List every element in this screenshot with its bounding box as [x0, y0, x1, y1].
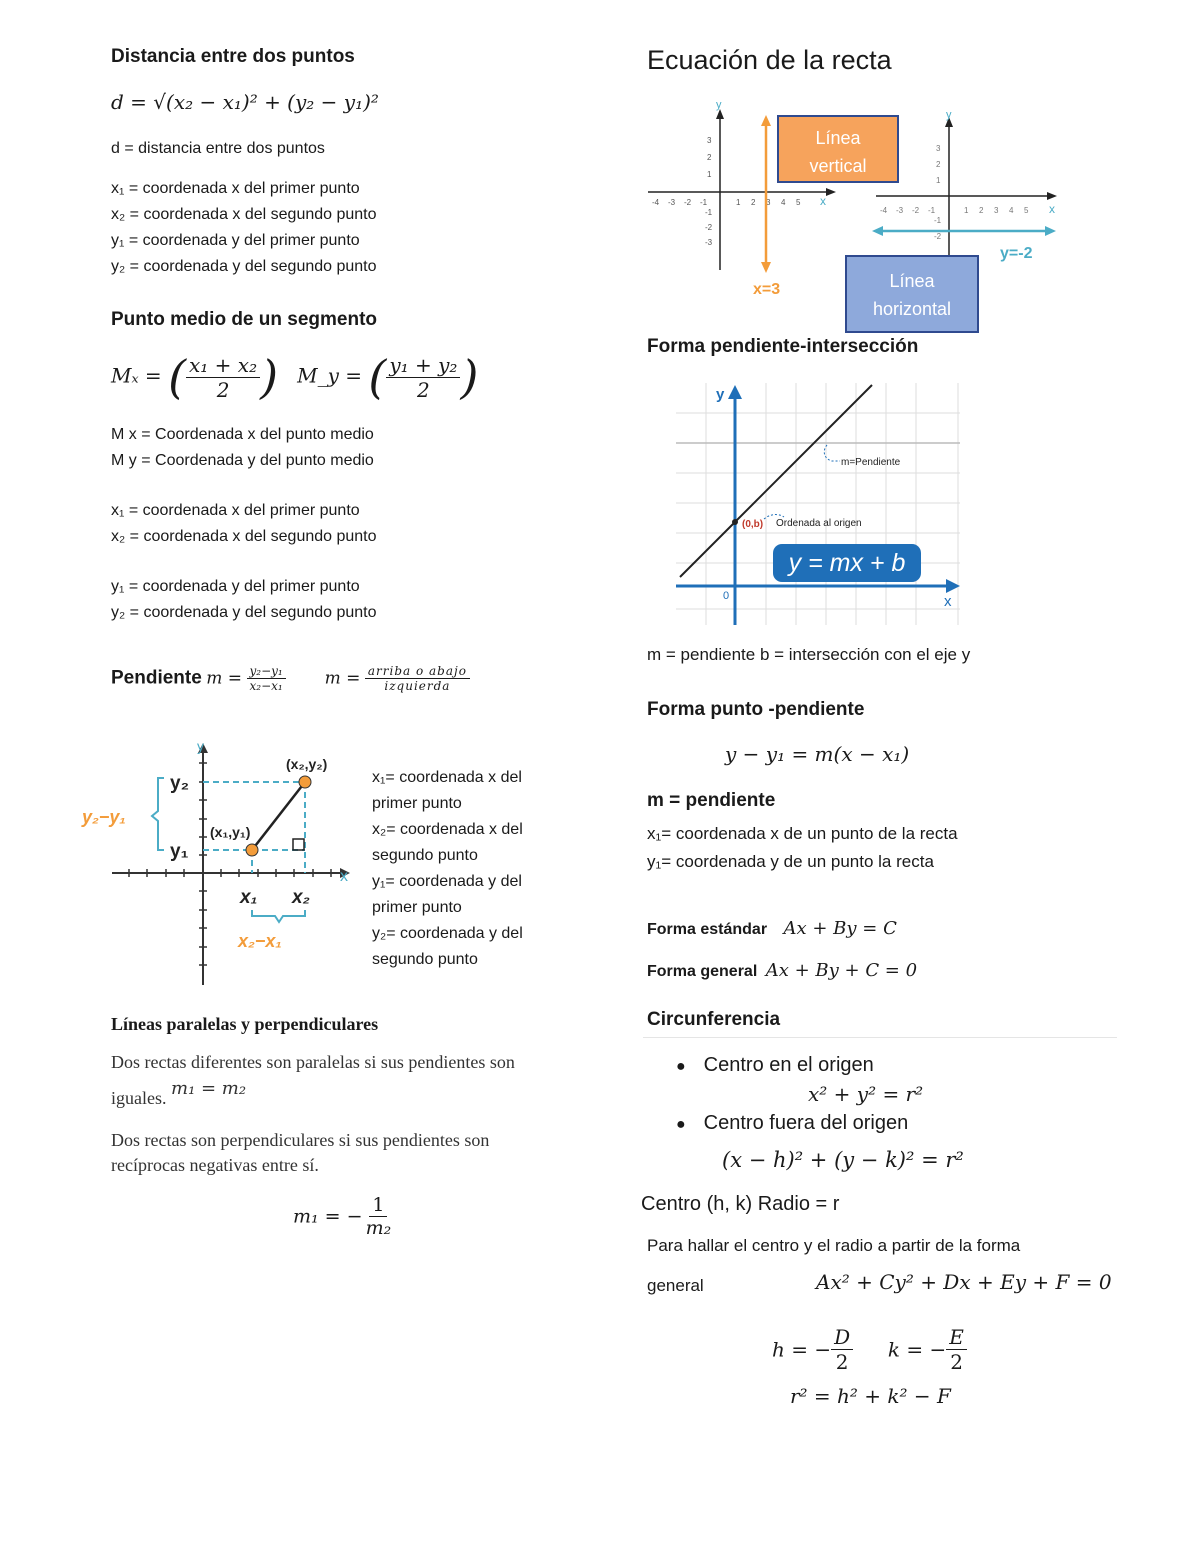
forma-estandar-formula: Ax + By = C: [783, 918, 897, 939]
x2-label: x₂: [292, 887, 310, 908]
forma-general-formula: Ax + By + C = 0: [765, 960, 918, 981]
pendiente-title: Pendiente: [111, 667, 202, 689]
origin-label: 0: [723, 590, 730, 602]
pendiente-interseccion-desc: m = pendiente b = intersección con el eje y: [647, 645, 971, 664]
punto-pendiente-defs: [647, 820, 958, 876]
my-label: M_y =: [297, 363, 363, 388]
svg-text:-3: -3: [896, 206, 904, 215]
distancia-title: Distancia entre dos puntos: [111, 46, 355, 67]
x-axis-arrow: [1047, 192, 1057, 200]
point-2: [299, 776, 311, 788]
h-num: D: [831, 1325, 853, 1350]
paralelas-formula: m₁ = m₂: [171, 1078, 247, 1099]
equation-badge-text: y = mx + b: [788, 549, 906, 577]
p1-label: (x₁,y₁): [210, 824, 251, 840]
b-label: Ordenada al origen: [776, 518, 862, 529]
bullet-icon: ●: [676, 1116, 686, 1133]
svg-text:-1: -1: [700, 198, 708, 207]
h-den: 2: [835, 1350, 849, 1374]
point-1: [246, 844, 258, 856]
svg-text:3: 3: [707, 136, 712, 145]
forma-estandar: [647, 918, 897, 939]
b-point: [732, 519, 738, 525]
punto-medio-formula: Mₓ = ( $\frac{\text{x₁ + x₂}}{2}$ ) M_y = ( $\frac{\text{y₁ + y₂}}{2}$ ): [111, 350, 479, 404]
distancia-formula: d = √(x₂ − x₁)² + (y₂ − y₁)²: [111, 90, 379, 114]
paralelas-title: Líneas paralelas y perpendiculares: [111, 1014, 379, 1034]
punto-medio-title: Punto medio de un segmento: [111, 309, 378, 330]
svg-text:3: 3: [936, 144, 941, 153]
hallar-line-2: general: [647, 1276, 704, 1295]
svg-text:-3: -3: [705, 238, 713, 247]
svg-text:1: 1: [736, 198, 741, 207]
svg-text:1: 1: [964, 206, 969, 215]
box-label: horizontal: [872, 299, 952, 319]
svg-text:2: 2: [979, 206, 984, 215]
perpendiculares-p2: Dos rectas son perpendiculares si sus pendientes son: [111, 1130, 490, 1150]
def-line: y₂ = coordenada y del segundo punto: [111, 604, 377, 621]
pendiente-defs: [372, 765, 523, 973]
x-tick-labels: [880, 206, 1029, 215]
punto-medio-defs: [111, 422, 377, 626]
perpendiculares-p2b: recíprocas negativas entre sí.: [111, 1155, 319, 1175]
forma-general-label: Forma general: [647, 963, 758, 980]
pendiente-m2-label: m =: [324, 668, 361, 689]
def-line: x₁ = coordenada x del primer punto: [111, 180, 360, 197]
y-axis-label: y: [197, 738, 204, 754]
box-label: vertical: [809, 156, 867, 176]
def-line: x₁= coordenada x del: [372, 769, 522, 786]
svg-text:-2: -2: [934, 232, 942, 241]
def-line: y₁= coordenada y del: [372, 873, 522, 890]
forma-general: [647, 960, 917, 981]
ecuacion-recta-title: Ecuación de la recta: [647, 45, 892, 75]
forma-estandar-label: Forma estándar: [647, 921, 768, 938]
y-tick-labels: [934, 144, 942, 241]
pendiente-row: [111, 664, 470, 693]
divider: [643, 1037, 1117, 1038]
bullet-label: Centro en el origen: [703, 1054, 874, 1076]
b-point-label: (0,b): [742, 519, 764, 530]
svg-text:-1: -1: [934, 216, 942, 225]
segment: [252, 782, 305, 850]
pendiente-m1-label: m =: [206, 668, 243, 689]
mx-num: x₁ + x₂: [186, 353, 260, 378]
box-label: Línea: [815, 128, 861, 148]
y-axis-arrow: [728, 385, 742, 399]
svg-text:3: 3: [994, 206, 999, 215]
svg-text:-2: -2: [684, 198, 692, 207]
vertical-line-arrow-down: [761, 262, 771, 273]
def-line: x₂= coordenada x del: [372, 821, 523, 838]
x1-label: x₁: [240, 887, 258, 908]
circ-formula-general: (x − h)² + (y − k)² = r²: [722, 1148, 964, 1172]
pendiente-m1-den: x₂−x₁: [249, 679, 283, 693]
svg-text:1: 1: [936, 176, 941, 185]
box-label: Línea: [889, 271, 935, 291]
punto-pendiente-formula: y − y₁ = m(x − x₁): [725, 742, 910, 766]
dy-brace: [152, 778, 164, 850]
pendiente-interseccion-title: Forma pendiente-intersección: [647, 336, 919, 357]
x-axis-label: x: [820, 194, 826, 208]
y-axis-label: y: [946, 109, 952, 121]
def-line: M y = Coordenada y del punto medio: [111, 452, 374, 469]
r-formula: r² = h² + k² − F: [790, 1384, 951, 1408]
grid: [676, 383, 960, 625]
x-axis-label: x: [340, 868, 348, 885]
k-den: 2: [950, 1350, 963, 1374]
svg-text:-4: -4: [652, 198, 660, 207]
dy-label: y₂−y₁: [82, 807, 126, 827]
horizontal-line-arrow-right: [1045, 226, 1056, 236]
h-label: h = −: [772, 1337, 832, 1362]
svg-text:-1: -1: [928, 206, 936, 215]
bullet-centro-fuera: [676, 1112, 908, 1135]
def-line: x₁ = coordenada x del primer punto: [111, 502, 360, 519]
horizontal-line-arrow-left: [872, 226, 883, 236]
def-line: y₂ = coordenada y del segundo punto: [111, 258, 377, 275]
bullet-centro-origen: [676, 1054, 874, 1077]
vertical-line-arrow-up: [761, 115, 771, 126]
def-line: x₂ = coordenada x del segundo punto: [111, 206, 377, 223]
pendiente-m2-den: izquierda: [384, 679, 451, 693]
horizontal-line-graph: [866, 105, 1066, 270]
svg-text:-4: -4: [880, 206, 888, 215]
bullet-icon: ●: [676, 1058, 686, 1075]
def-line: primer punto: [372, 795, 462, 812]
def-line: y₁= coordenada y de un punto la recta: [647, 852, 934, 871]
def-line: y₁ = coordenada y del primer punto: [111, 578, 360, 595]
dx-label: x₂−x₁: [238, 931, 282, 951]
svg-text:2: 2: [751, 198, 756, 207]
k-num: E: [946, 1325, 967, 1350]
def-line: x₁= coordenada x de un punto de la recta: [647, 824, 958, 843]
paralelas-p1b: iguales.: [111, 1088, 167, 1108]
perp-label: m₁ = −: [293, 1205, 363, 1228]
def-line: y₂= coordenada y del: [372, 925, 523, 942]
h-k-formula: [772, 1325, 967, 1374]
pendiente-m2-num: arriba o abajo: [365, 664, 470, 679]
x-eq-label: x=3: [753, 281, 781, 298]
axis-ticks: [129, 763, 331, 965]
svg-text:1: 1: [707, 170, 712, 179]
svg-text:-2: -2: [705, 223, 713, 232]
perp-num: 1: [369, 1194, 387, 1217]
def-line: y₁ = coordenada y del primer punto: [111, 232, 360, 249]
x-axis-label: x: [1049, 202, 1055, 216]
svg-text:-3: -3: [668, 198, 676, 207]
paralelas-p1b-row: [111, 1078, 247, 1109]
perp-den: m₂: [365, 1217, 392, 1239]
p2-label: (x₂,y₂): [286, 756, 328, 772]
def-line: M x = Coordenada x del punto medio: [111, 426, 374, 443]
svg-text:-2: -2: [912, 206, 920, 215]
bullet-label: Centro fuera del origen: [703, 1112, 909, 1134]
circ-formula-origin: x² + y² = r²: [808, 1082, 924, 1106]
svg-text:4: 4: [781, 198, 786, 207]
y-axis-label: y: [716, 99, 722, 111]
punto-pendiente-m: m = pendiente: [647, 790, 776, 811]
y2-label: y₂: [170, 773, 190, 794]
svg-text:4: 4: [1009, 206, 1014, 215]
horizontal-line-box: [845, 255, 979, 333]
perp-formula: [293, 1194, 394, 1239]
my-den: 2: [417, 377, 430, 402]
my-num: y₁ + y₂: [386, 353, 460, 378]
svg-text:2: 2: [707, 153, 712, 162]
right-angle-icon: [293, 839, 304, 850]
mx-den: 2: [216, 377, 230, 402]
dx-brace: [252, 910, 305, 922]
punto-pendiente-title: Forma punto -pendiente: [647, 699, 865, 720]
k-label: k = −: [887, 1337, 947, 1362]
general-circle-formula: Ax² + Cy² + Dx + Ey + F = 0: [816, 1270, 1112, 1294]
x-axis-label: x: [944, 593, 952, 610]
def-line: primer punto: [372, 899, 462, 916]
def-line: segundo punto: [372, 847, 478, 864]
svg-text:2: 2: [936, 160, 941, 169]
m-label: m=Pendiente: [841, 457, 901, 468]
pendiente-m1-num: y₂−y₁: [247, 664, 286, 679]
x-tick-labels: [652, 198, 801, 207]
def-line: d = distancia entre dos puntos: [111, 140, 325, 157]
y1-label: y₁: [170, 841, 189, 862]
paralelas-p1: Dos rectas diferentes son paralelas si sus pendientes son: [111, 1052, 515, 1072]
def-line: segundo punto: [372, 951, 478, 968]
m-pointer: [824, 445, 840, 461]
hallar-line-1: Para hallar el centro y el radio a partir de la forma: [647, 1236, 1021, 1255]
y-axis-label: y: [716, 386, 725, 403]
svg-text:3: 3: [766, 198, 771, 207]
circunferencia-title: Circunferencia: [647, 1009, 781, 1030]
slope-diagram: [80, 735, 360, 995]
svg-text:5: 5: [796, 198, 801, 207]
x-axis-arrow: [826, 188, 836, 196]
svg-text:-1: -1: [705, 208, 713, 217]
distancia-defs: [111, 136, 377, 280]
svg-text:5: 5: [1024, 206, 1029, 215]
slope-intercept-graph: [672, 379, 964, 629]
y-eq-label: y=-2: [1000, 245, 1033, 262]
centro-radio: Centro (h, k) Radio = r: [641, 1193, 840, 1215]
mx-label: Mₓ =: [111, 363, 162, 388]
def-line: x₂ = coordenada x del segundo punto: [111, 528, 377, 545]
